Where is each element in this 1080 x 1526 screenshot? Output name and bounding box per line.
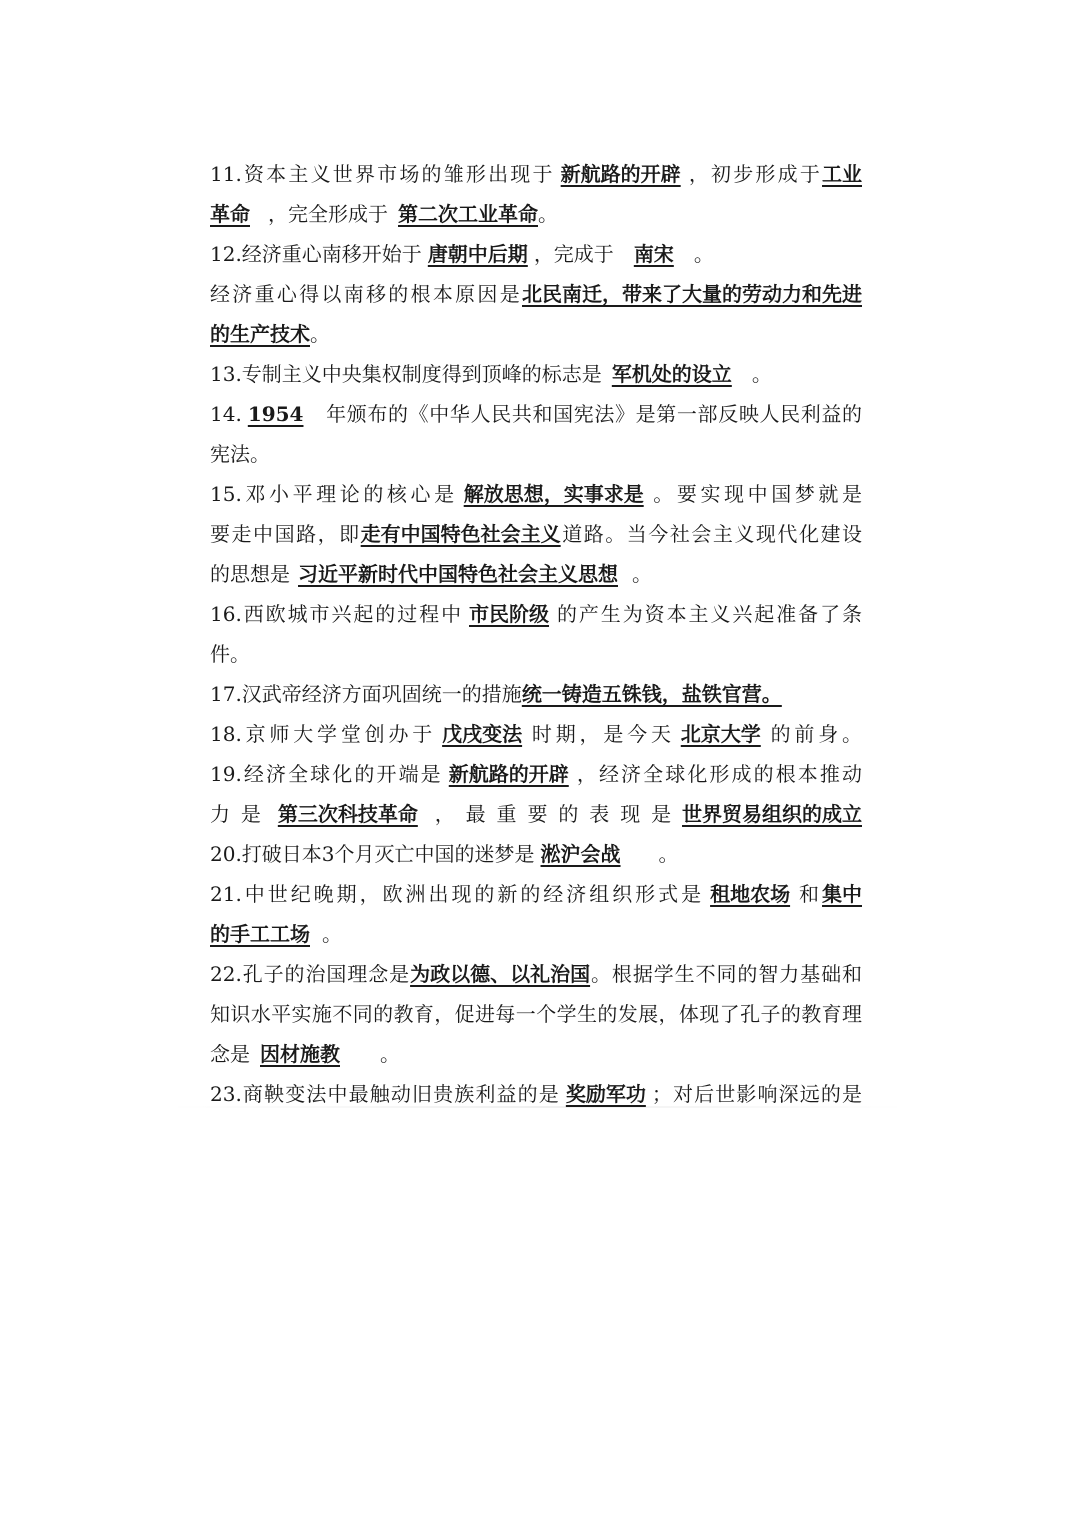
answer-11-2a: 工业: [822, 162, 862, 186]
question-14-line-1: 14. 1954 年颁布的《中华人民共和国宪法》是第一部反映人民利益的: [210, 394, 862, 434]
question-19-line-2: 力是 第三次科技革命 ，最重要的表现是世界贸易组织的成立: [210, 794, 862, 834]
answer-12-3a: 北民南迁，带来了大量的劳动力和先进: [522, 282, 862, 306]
answer-22-2: 因材施教: [260, 1042, 340, 1066]
question-12-line-2: 经济重心得以南移的根本原因是北民南迁，带来了大量的劳动力和先进: [210, 274, 862, 314]
answer-19-3: 世界贸易组织的成立: [682, 802, 862, 826]
answer-16-1: 市民阶级: [469, 602, 550, 626]
question-22-line-3: 念是 因材施教 。: [210, 1034, 862, 1074]
answer-12-1: 唐朝中后期: [427, 242, 528, 266]
answer-14-1: 1954: [247, 402, 304, 426]
answer-20-1: 淞沪会战: [540, 842, 621, 866]
question-20-line-1: 20.打破日本3个月灭亡中国的迷梦是 淞沪会战 。: [210, 834, 862, 874]
answer-17-1: 统一铸造五铢钱，盐铁官营。: [521, 682, 782, 706]
question-15-line-2: 要走中国路，即走有中国特色社会主义道路。当今社会主义现代化建设: [210, 514, 862, 554]
question-21-line-2: 的手工工场 。: [210, 914, 862, 954]
worksheet: [210, 154, 862, 1114]
question-15-line-1: 15.邓小平理论的核心是 解放思想，实事求是 。要实现中国梦就是: [210, 474, 862, 514]
answer-11-2b: 革命: [210, 202, 250, 226]
question-14-line-2: 宪法。: [210, 442, 270, 466]
question-16-line-1: 16.西欧城市兴起的过程中 市民阶级 的产生为资本主义兴起准备了条: [210, 594, 862, 634]
question-11-line-2: 革命 ，完全形成于 第二次工业革命。: [210, 194, 862, 234]
question-18-line-1: 18.京师大学堂创办于 戊戌变法 时期，是今天 北京大学 的前身。: [210, 714, 862, 754]
answer-12-3b: 的生产技术: [210, 322, 310, 346]
question-13-line-1: 13.专制主义中央集权制度得到顶峰的标志是 军机处的设立 。: [210, 354, 862, 394]
question-11-line-1: 11.资本主义世界市场的雏形出现于 新航路的开辟 ，初步形成于工业: [210, 154, 862, 194]
answer-15-2: 走有中国特色社会主义: [360, 522, 561, 546]
question-16-line-2: 件。: [210, 642, 250, 666]
answer-13-1: 军机处的设立: [611, 362, 732, 386]
answer-15-1: 解放思想，实事求是: [463, 482, 644, 506]
answer-19-2: 第三次科技革命: [277, 802, 418, 826]
answer-11-3: 第二次工业革命: [398, 202, 538, 226]
question-17-line-1: 17.汉武帝经济方面巩固统一的措施统一铸造五铢钱，盐铁官营。: [210, 674, 862, 714]
question-12-line-3: 的生产技术。: [210, 314, 862, 354]
scan-page-edge: [165, 1106, 910, 1108]
answer-11-1: 新航路的开辟: [560, 162, 681, 186]
answer-22-1: 为政以德、以礼治国: [410, 962, 591, 986]
question-21-line-1: 21.中世纪晚期，欧洲出现的新的经济组织形式是 租地农场 和集中: [210, 874, 862, 914]
answer-21-2a: 集中: [822, 882, 862, 906]
answer-12-2: 南宋: [633, 242, 674, 266]
answer-21-2b: 的手工工场: [210, 922, 310, 946]
answer-18-1: 戊戌变法: [442, 722, 523, 746]
answer-15-3: 习近平新时代中国特色社会主义思想: [298, 562, 618, 586]
question-22-line-1: 22.孔子的治国理念是为政以德、以礼治国。根据学生不同的智力基础和: [210, 954, 862, 994]
answer-18-2: 北京大学: [680, 722, 761, 746]
question-22-line-2: 知识水平实施不同的教育，促进每一个学生的发展，体现了孔子的教育理: [210, 1002, 862, 1026]
answer-19-1: 新航路的开辟: [448, 762, 569, 786]
answer-21-1: 租地农场: [710, 882, 791, 906]
answer-23-1: 奖励军功: [565, 1082, 646, 1106]
question-12-line-1: 12.经济重心南移开始于 唐朝中后期 ，完成于 南宋 。: [210, 234, 862, 274]
question-15-line-3: 的思想是 习近平新时代中国特色社会主义思想 。: [210, 554, 862, 594]
question-19-line-1: 19.经济全球化的开端是 新航路的开辟 ，经济全球化形成的根本推动: [210, 754, 862, 794]
question-23-line-1: 23.商鞅变法中最触动旧贵族利益的是 奖励军功 ；对后世影响深远的是: [210, 1074, 862, 1114]
